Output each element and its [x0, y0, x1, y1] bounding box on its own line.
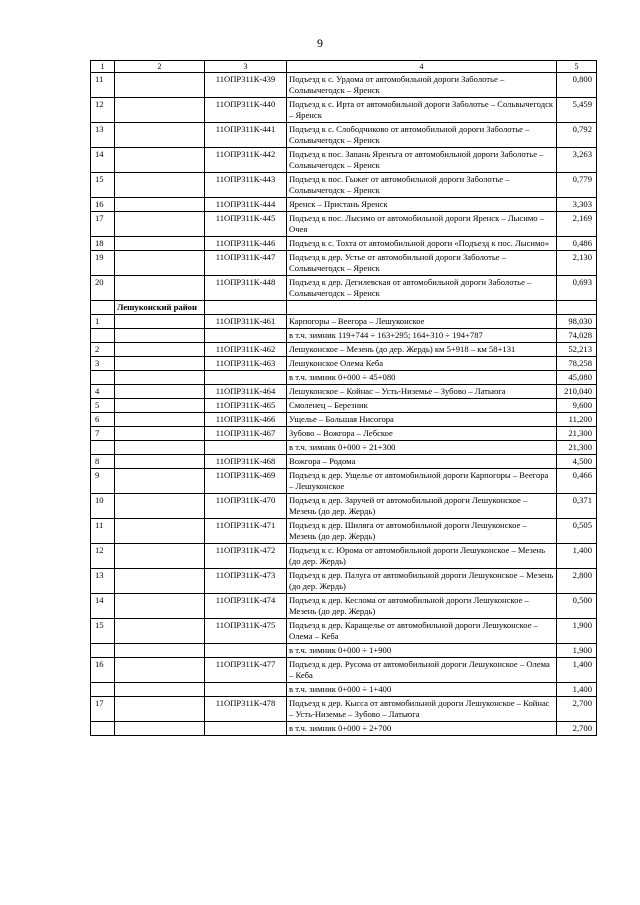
road-name: Вожгора – Родома [287, 455, 557, 469]
row-number [91, 441, 115, 455]
table-row [91, 399, 597, 413]
header-cell: 1 [91, 61, 115, 73]
empty-cell [287, 301, 557, 315]
district-cell [115, 73, 205, 98]
table-row [91, 276, 597, 301]
row-number: 17 [91, 212, 115, 237]
road-name: в т.ч. зимник 0+000 ÷ 1+900 [287, 644, 557, 658]
district-cell [115, 276, 205, 301]
road-length: 21,300 [557, 427, 597, 441]
road-name: Подъезд к дер. Устье от автомобильной дороги Заболотье – Сольвычегодск – Яренск [287, 251, 557, 276]
road-code: 11ОПР311К-445 [205, 212, 287, 237]
district-cell [115, 658, 205, 683]
row-number: 13 [91, 569, 115, 594]
header-row [91, 61, 597, 73]
road-length: 1,400 [557, 658, 597, 683]
road-length: 3,303 [557, 198, 597, 212]
district-cell [115, 683, 205, 697]
road-name: Подъезд к дер. Дегилевская от автомобильной дороги Заболотье – Сольвычегодск – Яренск [287, 276, 557, 301]
road-code: 11ОПР311К-439 [205, 73, 287, 98]
district-cell [115, 237, 205, 251]
road-name: Подъезд к дер. Каращелье от автомобильной дороги Лешуконское – Олема – Кеба [287, 619, 557, 644]
row-number: 3 [91, 357, 115, 371]
empty-cell [557, 301, 597, 315]
road-length: 0,792 [557, 123, 597, 148]
table-row [91, 148, 597, 173]
road-length: 0,486 [557, 237, 597, 251]
road-name: Подъезд к дер. Кеслома от автомобильной дороги Лешуконское – Мезень (до дер. Жердь) [287, 594, 557, 619]
road-name: Подъезд к с. Слободчиково от автомобильной дороги Заболотье – Сольвычегодск – Яренск [287, 123, 557, 148]
road-length: 9,600 [557, 399, 597, 413]
road-name: Ущелье – Большая Нисогора [287, 413, 557, 427]
road-code: 11ОПР311К-474 [205, 594, 287, 619]
table-row [91, 98, 597, 123]
table-row [91, 469, 597, 494]
road-name: в т.ч. зимник 0+000 ÷ 21+300 [287, 441, 557, 455]
district-cell [115, 427, 205, 441]
district-cell [115, 722, 205, 736]
road-length: 1,400 [557, 544, 597, 569]
district-row [91, 301, 597, 315]
road-code: 11ОПР311К-466 [205, 413, 287, 427]
district-cell [115, 329, 205, 343]
road-length: 1,900 [557, 619, 597, 644]
road-code: 11ОПР311К-442 [205, 148, 287, 173]
district-cell [115, 123, 205, 148]
district-cell [115, 173, 205, 198]
district-cell [115, 569, 205, 594]
table-row [91, 494, 597, 519]
district-cell [115, 469, 205, 494]
road-code [205, 329, 287, 343]
table-row [91, 212, 597, 237]
road-length: 2,800 [557, 569, 597, 594]
road-name: Подъезд к пос. Лысимо от автомобильной дороги Яренск – Лысимо – Очея [287, 212, 557, 237]
table-row [91, 683, 597, 697]
road-length: 2,700 [557, 722, 597, 736]
row-number: 18 [91, 237, 115, 251]
row-number: 16 [91, 658, 115, 683]
table-row [91, 73, 597, 98]
row-number: 19 [91, 251, 115, 276]
road-name: Подъезд к пос. Гыжег от автомобильной дороги Заболотье – Сольвычегодск – Яренск [287, 173, 557, 198]
row-number [91, 722, 115, 736]
district-cell [115, 697, 205, 722]
district-cell [115, 594, 205, 619]
road-name: Смоленец – Березник [287, 399, 557, 413]
table-row [91, 697, 597, 722]
road-code: 11ОПР311К-462 [205, 343, 287, 357]
road-length: 11,200 [557, 413, 597, 427]
road-code [205, 371, 287, 385]
district-cell [115, 371, 205, 385]
district-cell [115, 357, 205, 371]
row-number: 20 [91, 276, 115, 301]
district-cell [115, 251, 205, 276]
district-cell [115, 644, 205, 658]
row-number: 7 [91, 427, 115, 441]
road-code [205, 441, 287, 455]
road-code: 11ОПР311К-478 [205, 697, 287, 722]
row-number: 16 [91, 198, 115, 212]
road-length: 52,213 [557, 343, 597, 357]
road-length: 0,693 [557, 276, 597, 301]
district-cell [115, 544, 205, 569]
road-code: 11ОПР311К-469 [205, 469, 287, 494]
row-number: 15 [91, 619, 115, 644]
road-code: 11ОПР311К-444 [205, 198, 287, 212]
road-name: Подъезд к с. Ирта от автомобильной дороги Заболотье – Сольвычегодск – Яренск [287, 98, 557, 123]
road-code: 11ОПР311К-443 [205, 173, 287, 198]
row-number: 14 [91, 148, 115, 173]
empty-cell [205, 301, 287, 315]
road-length: 2,700 [557, 697, 597, 722]
road-code: 11ОПР311К-464 [205, 385, 287, 399]
road-name: Лешуконское Олема Кеба [287, 357, 557, 371]
district-cell [115, 413, 205, 427]
district-cell [115, 212, 205, 237]
header-cell: 3 [205, 61, 287, 73]
road-name: в т.ч. зимник 0+000 ÷ 2+700 [287, 722, 557, 736]
table-row [91, 569, 597, 594]
row-number [91, 329, 115, 343]
district-cell [115, 441, 205, 455]
road-name: Подъезд к дер. Шиляга от автомобильной дороги Лешуконское – Мезень (до дер. Жердь) [287, 519, 557, 544]
road-length: 3,263 [557, 148, 597, 173]
page-number: 9 [317, 36, 323, 50]
row-number: 12 [91, 98, 115, 123]
table-row [91, 237, 597, 251]
district-cell [115, 399, 205, 413]
table-row [91, 385, 597, 399]
road-code: 11ОПР311К-477 [205, 658, 287, 683]
road-name: Лешуконское – Мезень (до дер. Жердь) км 5+918 – км 58+131 [287, 343, 557, 357]
road-length: 0,371 [557, 494, 597, 519]
road-code: 11ОПР311К-441 [205, 123, 287, 148]
road-code: 11ОПР311К-468 [205, 455, 287, 469]
header-cell: 2 [115, 61, 205, 73]
road-name: Подъезд к дер. Русома от автомобильной дороги Лешуконское – Олема – Кеба [287, 658, 557, 683]
table-row [91, 173, 597, 198]
road-name: Лешуконское – Койнас – Усть-Низемье – Зубово – Латьюга [287, 385, 557, 399]
road-length: 0,500 [557, 594, 597, 619]
table-row [91, 251, 597, 276]
road-code: 11ОПР311К-470 [205, 494, 287, 519]
table-row [91, 329, 597, 343]
table-row [91, 455, 597, 469]
header-cell: 4 [287, 61, 557, 73]
road-length: 0,779 [557, 173, 597, 198]
road-length: 78,258 [557, 357, 597, 371]
road-code: 11ОПР311К-472 [205, 544, 287, 569]
table-row [91, 123, 597, 148]
row-number: 5 [91, 399, 115, 413]
road-code: 11ОПР311К-471 [205, 519, 287, 544]
empty-cell [91, 301, 115, 315]
table-row [91, 343, 597, 357]
row-number: 10 [91, 494, 115, 519]
table-row [91, 619, 597, 644]
road-name: Подъезд к с. Тохта от автомобильной дороги «Подъезд к пос. Лысимо» [287, 237, 557, 251]
road-name: в т.ч. зимник 119+744 ÷ 163+295; 164+310 ÷ 194+787 [287, 329, 557, 343]
table-row [91, 441, 597, 455]
row-number: 14 [91, 594, 115, 619]
row-number: 4 [91, 385, 115, 399]
table-row [91, 544, 597, 569]
district-cell [115, 148, 205, 173]
road-length: 74,028 [557, 329, 597, 343]
district-cell [115, 98, 205, 123]
road-length: 2,169 [557, 212, 597, 237]
table-row [91, 198, 597, 212]
road-length: 210,040 [557, 385, 597, 399]
road-length: 4,500 [557, 455, 597, 469]
district-cell [115, 385, 205, 399]
road-code [205, 683, 287, 697]
row-number [91, 371, 115, 385]
road-code: 11ОПР311К-465 [205, 399, 287, 413]
row-number: 8 [91, 455, 115, 469]
road-code: 11ОПР311К-446 [205, 237, 287, 251]
table-row [91, 371, 597, 385]
road-length: 21,300 [557, 441, 597, 455]
road-code: 11ОПР311К-440 [205, 98, 287, 123]
district-cell [115, 494, 205, 519]
road-code: 11ОПР311К-448 [205, 276, 287, 301]
roads-table [90, 60, 597, 736]
table-row [91, 357, 597, 371]
table-row [91, 427, 597, 441]
road-name: Подъезд к с. Юрома от автомобильной дороги Лешуконское – Мезень (до дер. Жердь) [287, 544, 557, 569]
table-row [91, 594, 597, 619]
road-name: Подъезд к дер. Ущелье от автомобильной дороги Карпогоры – Веегора – Лешуконское [287, 469, 557, 494]
table-row [91, 315, 597, 329]
road-code [205, 722, 287, 736]
road-length: 98,030 [557, 315, 597, 329]
road-code: 11ОПР311К-475 [205, 619, 287, 644]
row-number: 15 [91, 173, 115, 198]
road-length: 0,505 [557, 519, 597, 544]
row-number: 6 [91, 413, 115, 427]
road-name: Подъезд к пос. Запань Яренъга от автомобильной дороги Заболотье – Сольвычегодск – Яренск [287, 148, 557, 173]
road-name: Подъезд к дер. Палуга от автомобильной дороги Лешуконское – Мезень (до дер. Жердь) [287, 569, 557, 594]
road-code: 11ОПР311К-467 [205, 427, 287, 441]
road-name: Зубово – Вожгора – Лебское [287, 427, 557, 441]
road-name: в т.ч. зимник 0+000 ÷ 1+400 [287, 683, 557, 697]
district-cell [115, 315, 205, 329]
row-number: 11 [91, 519, 115, 544]
road-name: в т.ч. зимник 0+000 ÷ 45+080 [287, 371, 557, 385]
row-number [91, 683, 115, 697]
road-length: 2,130 [557, 251, 597, 276]
row-number: 17 [91, 697, 115, 722]
row-number: 12 [91, 544, 115, 569]
road-code: 11ОПР311К-447 [205, 251, 287, 276]
road-length: 5,459 [557, 98, 597, 123]
road-code: 11ОПР311К-461 [205, 315, 287, 329]
row-number: 1 [91, 315, 115, 329]
table-row [91, 413, 597, 427]
road-length: 1,400 [557, 683, 597, 697]
table-row [91, 658, 597, 683]
road-length: 45,080 [557, 371, 597, 385]
road-code [205, 644, 287, 658]
district-name: Лешуконский район [115, 301, 205, 315]
district-cell [115, 619, 205, 644]
road-name: Подъезд к дер. Кысса от автомобильной дороги Лешуконское – Койнас – Усть-Низемье – Зубово – Латьюга [287, 697, 557, 722]
table-row [91, 722, 597, 736]
district-cell [115, 343, 205, 357]
district-cell [115, 519, 205, 544]
road-name: Подъезд к дер. Заручей от автомобильной дороги Лешуконское – Мезень (до дер. Жердь) [287, 494, 557, 519]
row-number: 2 [91, 343, 115, 357]
table-row [91, 644, 597, 658]
district-cell [115, 198, 205, 212]
road-length: 0,800 [557, 73, 597, 98]
district-cell [115, 455, 205, 469]
road-name: Яренск – Пристань Яренск [287, 198, 557, 212]
road-code: 11ОПР311К-473 [205, 569, 287, 594]
header-cell: 5 [557, 61, 597, 73]
road-code: 11ОПР311К-463 [205, 357, 287, 371]
road-name: Подъезд к с. Урдома от автомобильной дороги Заболотье – Сольвычегодск – Яренск [287, 73, 557, 98]
road-length: 0,466 [557, 469, 597, 494]
row-number [91, 644, 115, 658]
road-name: Карпогоры – Веегора – Лешуконское [287, 315, 557, 329]
table-row [91, 519, 597, 544]
row-number: 9 [91, 469, 115, 494]
row-number: 13 [91, 123, 115, 148]
road-length: 1,900 [557, 644, 597, 658]
row-number: 11 [91, 73, 115, 98]
